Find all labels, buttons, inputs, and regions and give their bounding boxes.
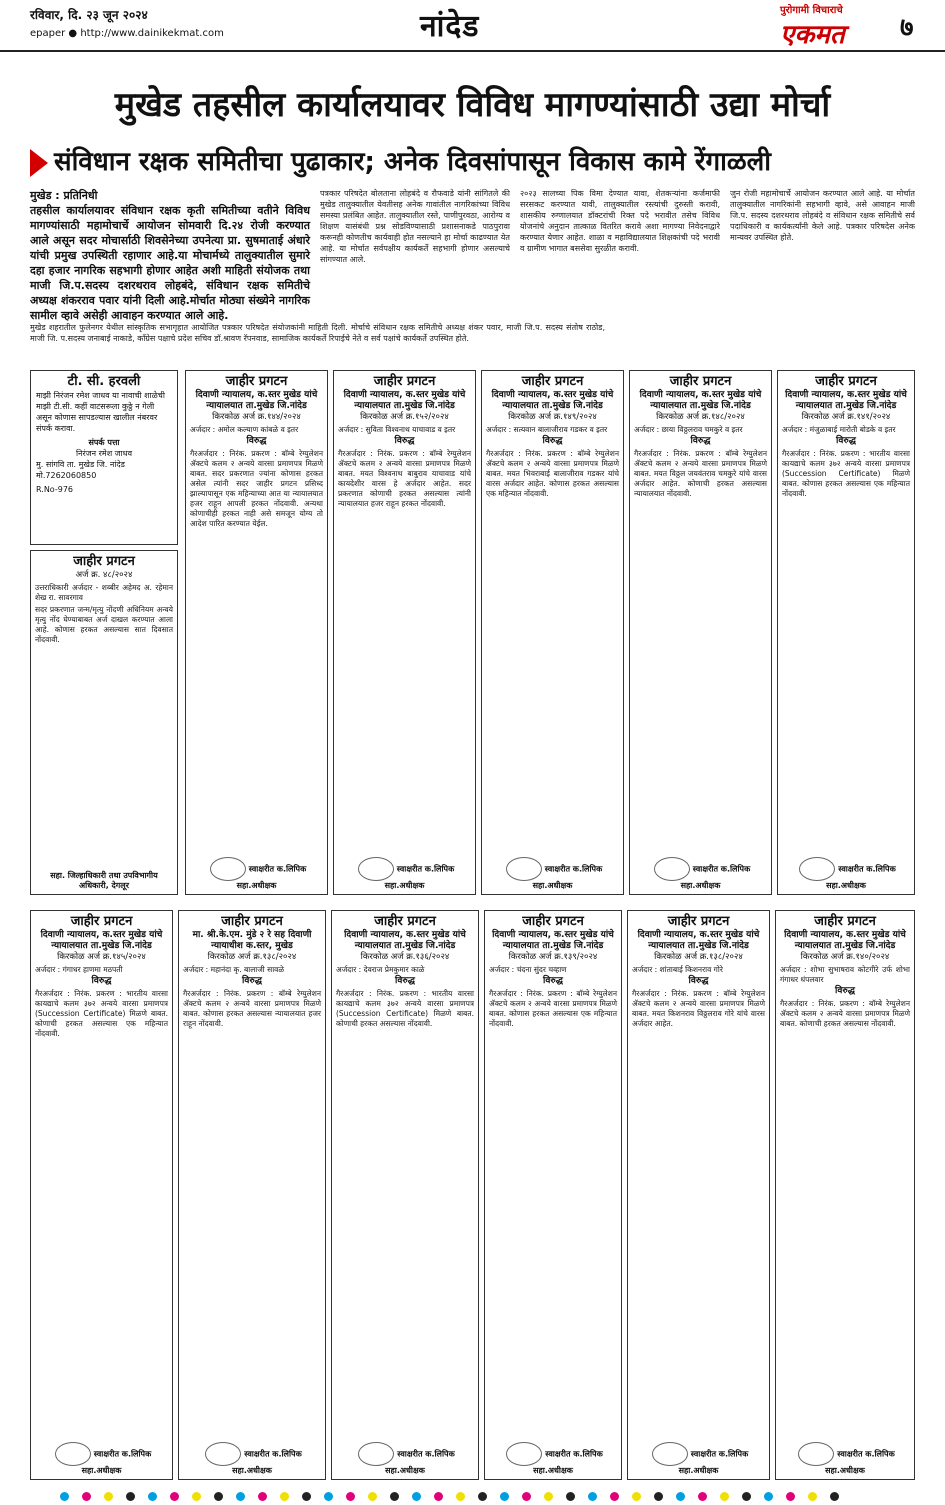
color-dot [302, 1492, 311, 1501]
notice-versus: विरुद्ध [543, 976, 563, 986]
notice-title: जाहीर प्रगटन [814, 914, 876, 929]
color-dot [214, 1492, 223, 1501]
color-dot [346, 1492, 355, 1501]
notice-party: अर्जदार : चंदना सुंदर चव्हाण [489, 965, 567, 974]
color-dot [698, 1492, 707, 1501]
notice-court: दिवाणी न्यायालय, क.स्तर मुखेड यांचे न्यायालयात ता.मुखेड जि.नांदेड [344, 930, 466, 951]
edition-city: नांदेड [420, 9, 480, 44]
epaper-link[interactable]: epaper ● http://www.dainikekmat.com [30, 28, 224, 39]
notice-signature: स्वाक्षरीत क.लिपिक सहा.अधीक्षक [35, 1442, 168, 1476]
notice-case: किरकोळ अर्ज क्र.१३६/२०२४ [360, 952, 450, 962]
public-notice [777, 370, 915, 895]
notice-court: दिवाणी न्यायालय, क.स्तर मुखेड यांचे न्यायालयात ता.मुखेड जि.नांदेड [343, 390, 466, 411]
notice-title: जाहीर प्रगटन [225, 374, 288, 389]
color-dot [588, 1492, 597, 1501]
notice-court: दिवाणी न्यायालय, क.स्तर मुखेड यांचे न्यायालयात ता.मुखेड जि.नांदेड [492, 930, 614, 951]
article-headline: मुखेड तहसील कार्यालयावर विविध मागण्यांसाठी उद्या मोर्चा [114, 85, 831, 125]
court-seal-icon [205, 1442, 241, 1466]
notice-party: अर्जदार : महानंदा कृ. बालाजी सावळे [183, 965, 285, 974]
color-dot [544, 1492, 553, 1501]
court-seal-icon [798, 1442, 834, 1466]
tc-lost-ad [30, 370, 178, 545]
color-dot [60, 1492, 69, 1501]
court-seal-icon [210, 857, 246, 881]
tc-contact-name: निरंजन रमेश जाधव [75, 449, 133, 458]
article-subheadline [30, 142, 915, 182]
public-notice [30, 910, 173, 1480]
notice-body: गैरअर्जदार : निरंक. प्रकरण : बॉम्बे रेग्युलेशन ॲक्टचे कलम २ अन्वये वारसा प्रमाणपत्र मिळणे बाबत. सदर प्रकरणात ज्यांना कोणास हरकत असेल त्यांनी सदर जाहीर प्रगटन प्रसिध्द झाल्यापासून एक महिन्याच्या आत या न्यायालयात हजर राहून आपली हरकत नोंदवावी. अन्यथा कोणाचीही हरकत नाही असे समजून योग्य तो आदेश पारित करण्यात येईल. [190, 449, 323, 528]
color-dot [390, 1492, 399, 1501]
tc-contact-label: संपर्क पत्ता [88, 438, 120, 447]
color-dot [368, 1492, 377, 1501]
notice-court: मा. श्री.के.एम. मुंडे २ रे सह दिवाणी न्यायाधीश क.स्तर, मुखेड [192, 930, 312, 951]
article-column-3: जुन रोजी महामोचार्चे आयोजन करण्यात आले आहे. या मोर्चात तालुक्यातील नागरिकांनी सहभागी व्हावे, असे आवाहन माजी जि.प. सदस्य दशरथराव लोहबंदे व संविधान रक्षक समितीचे सर्व पदाधिकारी व कार्यकर्त्यांनी केले आहे. पत्रकार परिषदेस अनेक मान्यवर उपस्थित होते. [730, 189, 915, 242]
notice-title: जाहीर प्रगटन [374, 914, 436, 929]
color-dot [258, 1492, 267, 1501]
color-dot [742, 1492, 751, 1501]
notice-court: दिवाणी न्यायालय, क.स्तर मुखेड यांचे न्यायालयात ता.मुखेड जि.नांदेड [195, 390, 318, 411]
color-dot [478, 1492, 487, 1501]
tc-ad-body: माझी निरंजन रमेश जाधव या नावाची शाळेची माझी टी.सी. कहीं वाटसरूला कुठ्ठे न गेली असून कोणास सापडल्यास खालील नंबरवर संपर्क करावा. [36, 391, 165, 433]
public-notice [333, 370, 476, 895]
color-dot [170, 1492, 179, 1501]
notice-body: गैरअर्जदार : निरंक. प्रकरण : बॉम्बे रेग्युलेशन ॲक्टचे कलम २ अन्वये वारसा प्रमाणपत्र मिळणे बाबत. मयत विठ्ठल जयवंतराव चमकुरे यांचे वारस अर्जदार आहेत. कोणाची हरकत असल्यास न्यायालयात नोंदवावी. [634, 449, 767, 498]
notice-versus: विरुद्ध [395, 976, 415, 986]
dateline: मुखेड : प्रतिनिधी [30, 189, 98, 202]
notice-title: जाहीर प्रगटन [522, 914, 584, 929]
notice-party: उत्तराधिकारी अर्जदार - शब्बीर अहेमद अ. रहेमान शेख रा. सावरगाव [35, 583, 173, 602]
public-notice [331, 910, 479, 1480]
notice-body: गैरअर्जदार : निरंक. प्रकरण : बॉम्बे रेग्युलेशन ॲक्टचे कलम २ अन्वये वारसा प्रमाणपत्र मिळणे बाबत. मयत किशनराव विठ्ठलराव गोरे यांचे वारस अर्जदार आहेत. [632, 989, 765, 1028]
public-notice [178, 910, 326, 1480]
notice-signature: स्वाक्षरीत क.लिपिक सहा.अधीक्षक [489, 1442, 617, 1476]
tc-contact-address: मु. सांगवि ता. मुखेड जि. नांदेड मो.7262060850 [36, 460, 125, 480]
color-dot [104, 1492, 113, 1501]
notice-signature: स्वाक्षरीत क.लिपिक सहा.अधीक्षक [486, 857, 619, 891]
public-notice [484, 910, 622, 1480]
color-dot [654, 1492, 663, 1501]
notice-body: गैरअर्जदार : निरंक. प्रकरण : बॉम्बे रेग्युलेशन ॲक्टचे कलम २ अन्वये वारसा प्रमाणपत्र मिळणे बाबत. मयत विश्वनाथ बाबुराव याचावाड यांचे कायदेशीर वारस हे अर्जदार आहेत. सदर प्रकरणात कोणाची हरकत असल्यास त्यांनी न्यायालयात हजर राहून हरकत नोंदवावी. [338, 449, 471, 508]
lead-text: तहसील कार्यालयावर संविधान रक्षक कृती समितीच्या वतीने विविध मागण्यांसाठी महामोचार्चे आयोजन सोमवारी दि.२४ रोजी करण्यात आले असून सदर मोचार्साठी शिवसेनेच्या उपनेत्या प्रा. सुषमाताई अंधारे यांची प्रमुख उपस्थिती रहाणार आहे.या मोचार्मध्ये तालुक्यातील सुमारे दहा हजार नागरिक सहभागी होणार आहेत अशी माहिती संयोजक तथा माजी जि.प.सदस्य दशरथराव लोहबंदे, संविधान रक्षक समितीचे अध्यक्ष शंकरराव पवार यांनी दिली आहे.मोर्चात मोठ्या संख्येने नागरिक सामील व्हावे असेही आवाहन करण्यात आले आहे. [30, 204, 310, 322]
color-dot [720, 1492, 729, 1501]
notice-title: जाहीर प्रगटन [73, 554, 135, 569]
notice-signature: स्वाक्षरीत क.लिपिक सहा.अधीक्षक [338, 857, 471, 891]
color-dot [82, 1492, 91, 1501]
notice-party: अर्जदार : शांताबाई किशनराव गोरे [632, 965, 723, 974]
color-dot [148, 1492, 157, 1501]
notice-case: किरकोळ अर्ज क्र.१४५/२०२४ [57, 952, 146, 962]
color-dot [412, 1492, 421, 1501]
article-lead [30, 188, 310, 323]
color-dot [566, 1492, 575, 1501]
notice-case: किरकोळ अर्ज क्र.१४८/२०२४ [656, 412, 745, 422]
court-seal-icon [506, 1442, 542, 1466]
color-dot [764, 1492, 773, 1501]
notice-body: गैरअर्जदार : निरंक. प्रकरण : बॉम्बे रेग्युलेशन ॲक्टचे कलम २ अन्वये वारसा प्रमाणपत्र मिळणे बाबत. कोणास हरकत असल्यास न्यायालयात हजर राहून नोंदवावी. [183, 989, 321, 1028]
notice-versus: विरुद्ध [688, 976, 709, 986]
notice-versus: विरुद्ध [542, 436, 563, 446]
article-strip: मुखेड शहरातील फुलेनगर येथील सांस्कृतिक सभागृहात आयोजित पत्रकार परिषदेत संयोजकांनी माहिती दिली. मोर्चाचे संविधान रक्षक समितीचे अध्यक्ष शंकर पवार, माजी जि.प. सदस्य संतोष राठोड, माजी जि. प.सदस्य जनाबाई नाकाडे, काँग्रेस पक्षाचे प्रदेश सचिव डॉ.श्रावण रॅपनवाड, सामाजिक कार्यकर्ते रिपाईचे नेते व सर्व पक्षांचे कार्यकर्ते उपस्थित होते. [30, 323, 605, 343]
notice-title: जाहीर प्रगटन [373, 374, 436, 389]
court-seal-icon [799, 857, 835, 881]
notice-versus: विरुद्ध [690, 436, 711, 446]
notice-party: अर्जदार : मंजुळाबाई मारोती बोडके व इतर [782, 425, 896, 434]
notice-party: अर्जदार : शोभा सुभाषराव कोटगीरे उर्फ शोभा गंगाधर धंपलवार [780, 965, 910, 984]
brand-tagline: पुरोगामी विचाराचे [780, 5, 843, 16]
notice-case: किरकोळ अर्ज क्र.१४०/२०२४ [800, 952, 890, 962]
notice-body: गैरअर्जदार : निरंक. प्रकरण : भारतीय वारसा कायद्याचे कलम ३७२ अन्वये वारसा प्रमाणपत्र (Succession Certificate) मिळणे बाबत. कोणाची हरकत असल्यास नोंदवावी. [336, 989, 474, 1028]
notice-court: दिवाणी न्यायालय, क.स्तर मुखेड यांचे न्यायालयात ता.मुखेड जि.नांदेड [785, 390, 907, 411]
notice-signature: स्वाक्षरीत क.लिपिक सहा.अधीक्षक [336, 1442, 474, 1476]
court-seal-icon [652, 1442, 688, 1466]
notice-signature: सहा. जिल्हाधिकारी तथा उपविभागीय अधिकारी, देगलूर [50, 871, 158, 890]
notice-party: अर्जदार : देवराज प्रेमकुमार काळे [336, 965, 425, 974]
notice-signature: स्वाक्षरीत क.लिपिक सहा.अधीक्षक [183, 1442, 321, 1476]
public-notice [185, 370, 328, 895]
notice-case: किरकोळ अर्ज क्र.१३९/२०२४ [508, 952, 598, 962]
notice-signature: स्वाक्षरीत क.लिपिक सहा.अधीक्षक [780, 1442, 910, 1476]
page-number: ७ [900, 13, 914, 43]
notice-court: दिवाणी न्यायालय, क.स्तर मुखेड यांचे न्यायालयात ता.मुखेड जि.नांदेड [637, 930, 760, 951]
notice-title: जाहीर प्रगटन [815, 374, 877, 389]
color-dot [324, 1492, 333, 1501]
notice-title: जाहीर प्रगटन [667, 914, 730, 929]
notice-court: दिवाणी न्यायालय, क.स्तर मुखेड यांचे न्यायालयात ता.मुखेड जि.नांदेड [784, 930, 906, 951]
tc-ref: R.No-976 [36, 485, 73, 494]
notice-body: गैरअर्जदार : निरंक. प्रकरण : बॉम्बे रेग्युलेशन ॲक्टचे कलम २ अन्वये वारसा प्रमाणपत्र मिळणे बाबत. मयत भिवराबाई बालाजीराव गडकर यांचे वारस अर्जदार आहेत. कोणास हरकत असल्यास एक महिन्यात नोंदवावी. [486, 449, 619, 498]
issue-date: रविवार, दि. २३ जून २०२४ [30, 8, 148, 22]
court-seal-icon [654, 857, 690, 881]
color-dot [830, 1492, 839, 1501]
public-notice [627, 910, 770, 1480]
notice-signature: स्वाक्षरीत क.लिपिक सहा.अधीक्षक [782, 857, 910, 891]
court-seal-icon [358, 857, 394, 881]
notice-body: सदर प्रकरणात जन्म/मृत्यु नोंदणी अधिनियम अन्वये मृत्यु नोंद घेण्याबाबत अर्ज दाखल करण्यात आला आहे. कोणास हरकत असल्यास सात दिवसात नोंदवावी. [35, 605, 173, 644]
notice-court: दिवाणी न्यायालय, क.स्तर मुखेड यांचे न्यायालयात ता.मुखेड जि.नांदेड [40, 930, 163, 951]
article-column-1: पत्रकार परिषदेत बोलताना लोहबंदे व रौफवाडे यांनी सांगितले की मुखेड तालुक्यातील येवतीसह अनेक गावांतील नागरिकांच्या विविध समस्या प्रलंबित आहेत. तालुक्यातील रस्ते, पाणीपुरवठा, आरोग्य व शिक्षण यासंबंधी प्रश्न सोडविण्यासाठी प्रशासनाकडे पाठपुरावा करूनही कोणतीच कार्यवाही होत नसल्याने हा मोर्चा काढण्यात येत आहे. या मोर्चात सर्वपक्षीय कार्यकर्ते सहभागी होणार असल्याचे सांगण्यात आले. [320, 189, 510, 264]
notice-party: अर्जदार : सुविता विश्वनाथ याचावाड व इतर [338, 425, 456, 434]
notice-case: किरकोळ अर्ज क्र.१३८/२०२४ [207, 952, 297, 962]
print-color-bar [60, 1486, 880, 1496]
notice-versus: विरुद्ध [835, 986, 855, 996]
public-notice [481, 370, 624, 895]
notice-signature: स्वाक्षरीत क.लिपिक सहा.अधीक्षक [634, 857, 767, 891]
notice-versus: विरुद्ध [246, 436, 267, 446]
notice-case: किरकोळ अर्ज क्र.१४९/२०२४ [508, 412, 597, 422]
notice-party: अर्जदार : छाया विठ्ठलराव चमकुरे व इतर [634, 425, 743, 434]
color-dot [280, 1492, 289, 1501]
color-dot [632, 1492, 641, 1501]
brand-logo: एकमत [780, 20, 845, 50]
notice-case: अर्ज क्र. ४८/२०२४ [75, 570, 133, 580]
color-dot [808, 1492, 817, 1501]
public-notice [629, 370, 772, 895]
notice-case: किरकोळ अर्ज क्र.१३८/२०२४ [654, 952, 743, 962]
color-dot [522, 1492, 531, 1501]
tc-ad-title: टी. सी. हरवली [67, 374, 141, 389]
notice-versus: विरुद्ध [394, 436, 415, 446]
color-dot [456, 1492, 465, 1501]
notice-versus: विरुद्ध [242, 976, 262, 986]
color-dot [786, 1492, 795, 1501]
court-seal-icon [358, 1442, 394, 1466]
color-dot [236, 1492, 245, 1501]
notice-versus: विरुद्ध [836, 436, 856, 446]
notice-title: जाहीर प्रगटन [521, 374, 584, 389]
notice-party: अर्जदार : अमोल कल्याण कांबळे व इतर [190, 425, 299, 434]
color-dot [676, 1492, 685, 1501]
notice-court: दिवाणी न्यायालय, क.स्तर मुखेड यांचे न्यायालयात ता.मुखेड जि.नांदेड [491, 390, 614, 411]
notice-title: जाहीर प्रगटन [669, 374, 732, 389]
public-notice [30, 550, 178, 895]
color-dot [434, 1492, 443, 1501]
notice-case: किरकोळ अर्ज क्र.१५२/२०२४ [360, 412, 449, 422]
notice-case: किरकोळ अर्ज क्र.१४४/२०२४ [212, 412, 301, 422]
color-dot [500, 1492, 509, 1501]
public-notice [775, 910, 915, 1480]
notice-body: गैरअर्जदार : निरंक. प्रकरण : भारतीय वारसा कायद्याचे कलम ३७२ अन्वये वारसा प्रमाणपत्र (Succession Certificate) मिळणे बाबत. कोणास हरकत असल्यास एक महिन्यात नोंदवावी. [782, 449, 910, 498]
notice-title: जाहीर प्रगटन [221, 914, 283, 929]
notice-signature: स्वाक्षरीत क.लिपिक सहा.अधीक्षक [632, 1442, 765, 1476]
notice-party: अर्जदार : गंगाधर हाणमा मठपती [35, 965, 123, 974]
color-dot [192, 1492, 201, 1501]
notice-body: गैरअर्जदार : निरंक. प्रकरण : बॉम्बे रेग्युलेशन ॲक्टचे कलम २ अन्वये वारसा प्रमाणपत्र मिळणे बाबत. कोणास हरकत असल्यास एक महिन्यात नोंदवावी. [489, 989, 617, 1028]
notice-case: किरकोळ अर्ज क्र.१४१/२०२४ [801, 412, 891, 422]
court-seal-icon [55, 1442, 91, 1466]
arrow-icon [30, 149, 48, 177]
article-column-2: २०२३ सालच्या पिक विमा देण्यात यावा, शेतकऱ्यांना कर्जमाफी सरसकट करण्यात यावी, तालुक्यातील रस्त्यांची दुरुस्ती करावी, शासकीय रुग्णालयात डॉक्टरांची रिक्त पदे भरावीत तसेच विविध योजनांचे अनुदान तात्काळ वितरित करावे अशा मागण्या निवेदनाद्वारे करण्यात येणार आहेत. शाळा व महाविद्यालयात शिक्षकांची पदे भरावी व ग्रामीण भागात बससेवा सुरळीत करावी. [520, 189, 720, 253]
notice-versus: विरुद्ध [91, 976, 112, 986]
notice-body: गैरअर्जदार : निरंक. प्रकरण : बॉम्बे रेग्युलेशन ॲक्टचे कलम २ अन्वये वारसा प्रमाणपत्र मिळणे बाबत. कोणाची हरकत असल्यास नोंदवावी. [780, 999, 910, 1028]
color-dot [126, 1492, 135, 1501]
color-dot [610, 1492, 619, 1501]
notice-court: दिवाणी न्यायालय, क.स्तर मुखेड यांचे न्यायालयात ता.मुखेड जि.नांदेड [639, 390, 762, 411]
masthead [0, 0, 945, 52]
notice-body: गैरअर्जदार : निरंक. प्रकरण : भारतीय वारसा कायद्याचे कलम ३७२ अन्वये वारसा प्रमाणपत्र (Succession Certificate) मिळणे बाबत. कोणाची हरकत असल्यास एक महिन्यात नोंदवावी. [35, 989, 168, 1038]
court-seal-icon [506, 857, 542, 881]
notice-signature: स्वाक्षरीत क.लिपिक सहा.अधीक्षक [190, 857, 323, 891]
notice-party: अर्जदार : सत्यवान बालाजीराव गडकर व इतर [486, 425, 608, 434]
subheadline-text: संविधान रक्षक समितीचा पुढाकार; अनेक दिवसांपासून विकास कामे रेंगाळली [54, 147, 772, 177]
notice-title: जाहीर प्रगटन [70, 914, 133, 929]
